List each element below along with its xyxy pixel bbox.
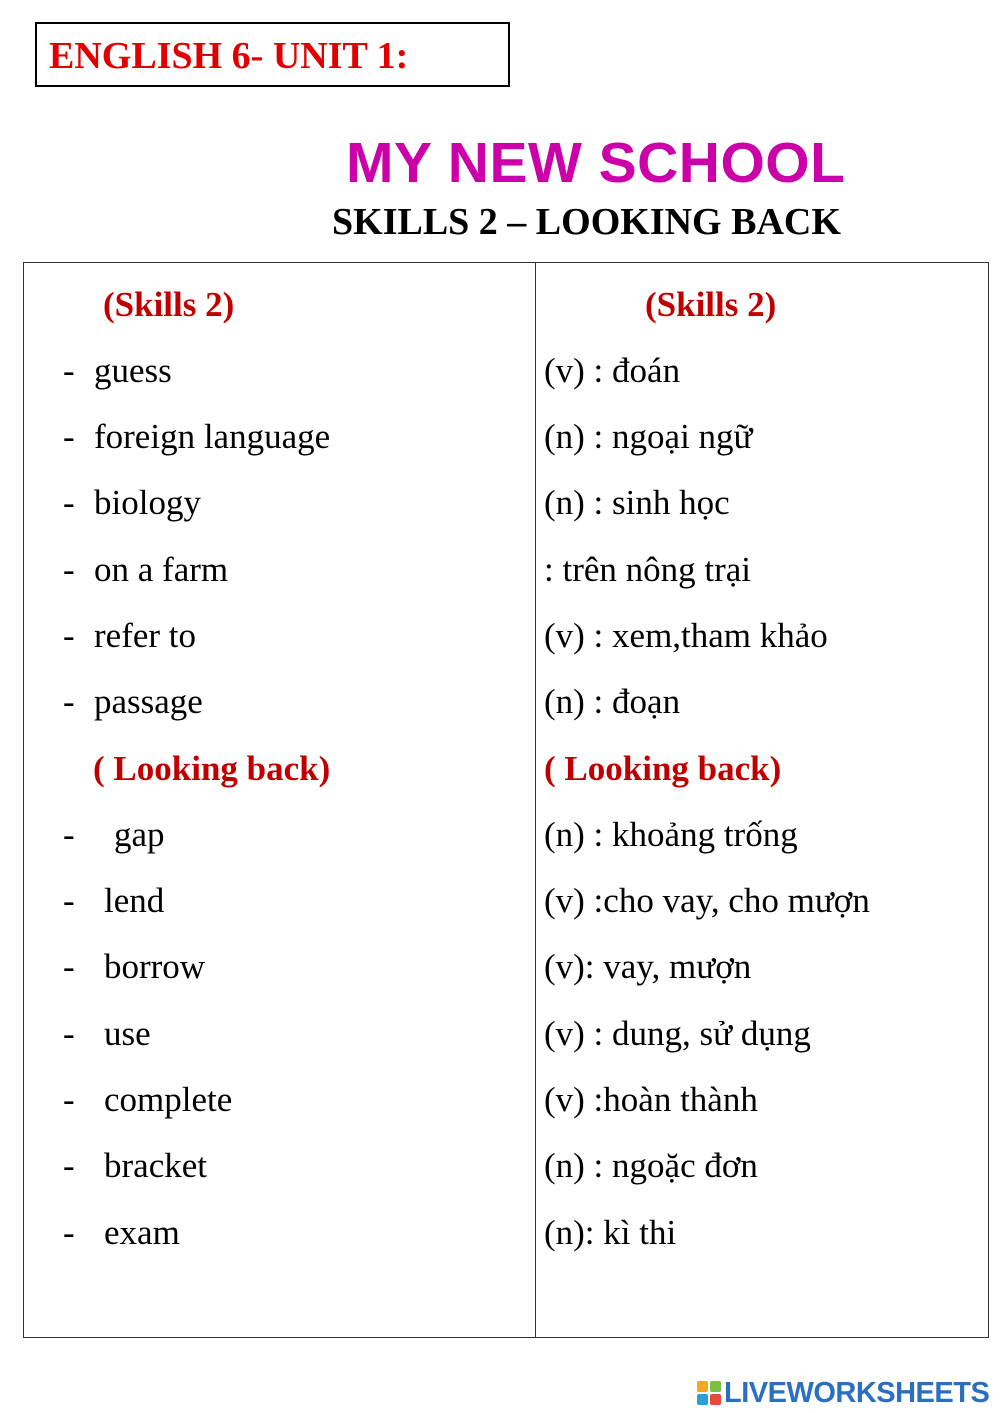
skills-header-left: (Skills 2): [103, 285, 235, 324]
liveworksheets-logo-icon: [697, 1381, 721, 1405]
table-row: [24, 483, 988, 533]
row-dash: -: [63, 815, 75, 854]
vocab-definition: (n) : ngoại ngữ: [544, 417, 753, 456]
table-row: [24, 881, 988, 931]
row-dash: -: [63, 1146, 75, 1185]
vocab-definition: (v) : đoán: [544, 351, 681, 390]
looking-back-header-right: ( Looking back): [544, 749, 782, 788]
page-title: MY NEW SCHOOL: [346, 131, 846, 195]
row-dash: -: [63, 417, 75, 456]
vocab-definition: (v) : xem,tham khảo: [544, 616, 828, 655]
unit-title-box: [35, 22, 510, 87]
row-dash: -: [63, 1014, 75, 1053]
vocab-term: passage: [94, 682, 203, 721]
vocab-term: gap: [114, 815, 165, 854]
vocab-term: borrow: [104, 947, 206, 986]
vocab-term: bracket: [104, 1146, 207, 1185]
page-subtitle: SKILLS 2 – LOOKING BACK: [332, 201, 841, 243]
section-header-skills: [24, 285, 988, 335]
vocab-term: use: [104, 1014, 151, 1053]
vocab-definition: (n) : ngoặc đơn: [544, 1146, 758, 1185]
vocab-definition: (n): kì thi: [544, 1213, 677, 1252]
vocab-definition: (n) : đoạn: [544, 682, 681, 721]
table-row: [24, 1146, 988, 1196]
table-row: [24, 815, 988, 865]
section-header-looking-back: [24, 749, 988, 799]
vocab-term: foreign language: [94, 417, 331, 456]
unit-title: ENGLISH 6- UNIT 1:: [49, 35, 409, 77]
vocab-definition: : trên nông trại: [544, 550, 752, 589]
table-row: [24, 682, 988, 732]
vocab-definition: (v) :cho vay, cho mượn: [544, 881, 870, 920]
liveworksheets-logo: [697, 1378, 989, 1408]
liveworksheets-logo-text: LIVEWORKSHEETS: [724, 1376, 990, 1409]
skills-header-right: (Skills 2): [645, 285, 777, 324]
vocab-term: lend: [104, 881, 165, 920]
vocab-term: on a farm: [94, 550, 229, 589]
table-row: [24, 550, 988, 600]
row-dash: -: [63, 616, 75, 655]
vocab-term: refer to: [94, 616, 197, 655]
table-row: [24, 1014, 988, 1064]
table-row: [24, 947, 988, 997]
table-row: [24, 417, 988, 467]
row-dash: -: [63, 550, 75, 589]
vocabulary-table: [23, 262, 989, 1338]
row-dash: -: [63, 1213, 75, 1252]
row-dash: -: [63, 881, 75, 920]
row-dash: -: [63, 483, 75, 522]
vocab-term: complete: [104, 1080, 233, 1119]
table-row: [24, 1080, 988, 1130]
row-dash: -: [63, 351, 75, 390]
vocab-definition: (v) : dung, sử dụng: [544, 1014, 811, 1053]
row-dash: -: [63, 682, 75, 721]
vocab-term: biology: [94, 483, 201, 522]
table-row: [24, 616, 988, 666]
vocab-definition: (n) : sinh học: [544, 483, 730, 522]
table-row: [24, 351, 988, 401]
looking-back-header-left: ( Looking back): [93, 749, 331, 788]
row-dash: -: [63, 947, 75, 986]
table-row: [24, 1213, 988, 1263]
vocab-term: exam: [104, 1213, 180, 1252]
vocab-definition: (n) : khoảng trống: [544, 815, 798, 854]
vocab-term: guess: [94, 351, 172, 390]
vocab-definition: (v): vay, mượn: [544, 947, 752, 986]
vocab-definition: (v) :hoàn thành: [544, 1080, 758, 1119]
row-dash: -: [63, 1080, 75, 1119]
